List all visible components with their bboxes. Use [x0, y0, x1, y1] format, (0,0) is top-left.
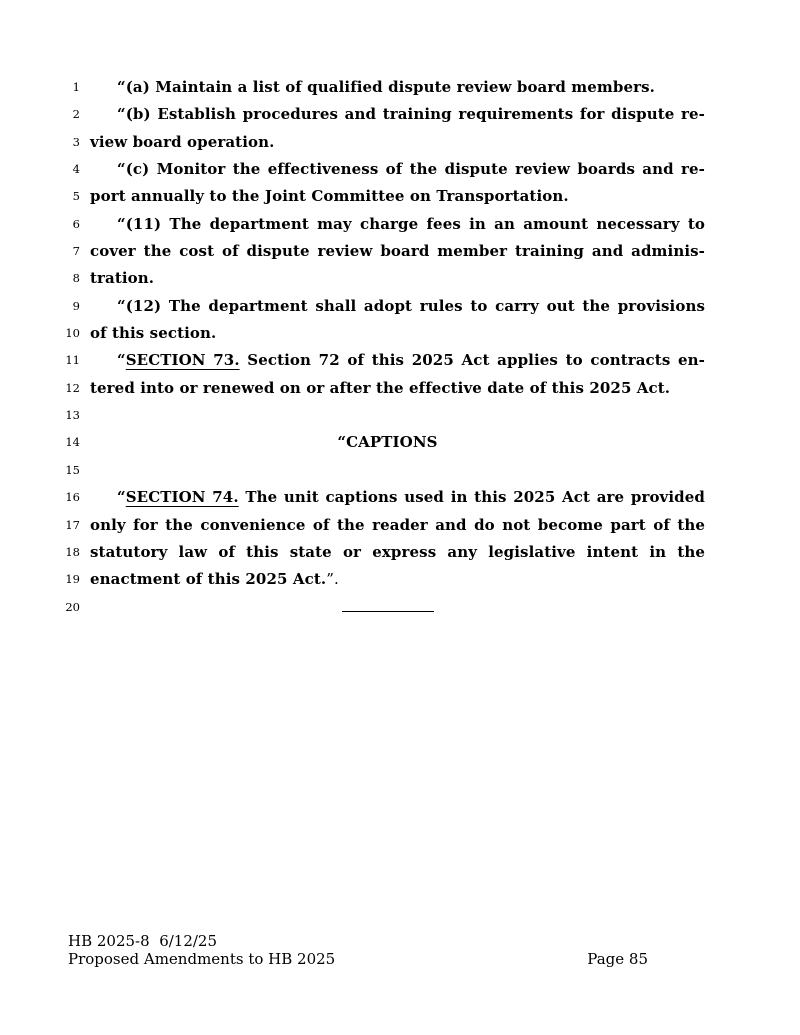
text-line-20 — [0, 594, 800, 621]
line-number: 2 — [72, 107, 80, 122]
text-line-8 — [0, 265, 800, 292]
text-line-13 — [0, 402, 800, 429]
line-text: “(11) The department may charge fees in an amount necessary to — [117, 214, 705, 233]
line-text — [90, 594, 705, 621]
footer-measure-id: HB 2025-8 6/12/25 — [68, 932, 218, 950]
line-number: 1 — [72, 80, 80, 94]
line-text: “(b) Establish procedures and training requirements for dispute re- — [117, 105, 705, 124]
line-number: 17 — [65, 517, 80, 532]
line-number: 4 — [72, 162, 80, 177]
text-line-15 — [0, 457, 800, 484]
line-number: 10 — [65, 326, 80, 341]
text-line-1 — [0, 74, 800, 101]
line-number: 8 — [72, 271, 80, 286]
text-line-12 — [0, 375, 800, 402]
page-footer — [68, 933, 648, 968]
line-text: “(12) The department shall adopt rules to carry out the provisions — [117, 296, 705, 315]
text-line-6 — [0, 211, 800, 238]
line-text: “CAPTIONS — [337, 433, 438, 452]
underlined-section-label: SECTION 73. — [125, 351, 240, 370]
line-number: 13 — [65, 408, 80, 423]
footer-document-title: Proposed Amendments to HB 2025 — [68, 949, 336, 968]
text-line-4 — [0, 156, 800, 183]
line-text: “SECTION 74. The unit captions used in this 2025 Act are provided — [117, 488, 705, 507]
end-of-text-rule — [342, 610, 434, 612]
line-text: enactment of this 2025 Act.”. — [90, 570, 339, 589]
line-text: cover the cost of dispute review board member training and adminis- — [90, 242, 705, 261]
line-number: 9 — [72, 298, 80, 313]
line-text: port annually to the Joint Committee on Transportation. — [90, 187, 569, 206]
line-text: tration. — [90, 269, 155, 288]
line-number: 7 — [72, 244, 80, 259]
line-number: 18 — [65, 544, 80, 559]
text-line-16 — [0, 484, 800, 511]
footer-left-block — [68, 933, 335, 968]
text-line-19 — [0, 566, 800, 593]
line-text: only for the convenience of the reader and do not become part of the — [90, 515, 705, 534]
text-line-7 — [0, 238, 800, 265]
text-line-11 — [0, 347, 800, 374]
line-text: “(a) Maintain a list of qualified dispute review board members. — [117, 78, 655, 96]
line-text: tered into or renewed on or after the effective date of this 2025 Act. — [90, 378, 671, 397]
line-text: of this section. — [90, 324, 217, 343]
text-line-9 — [0, 293, 800, 320]
line-number: 3 — [72, 134, 80, 149]
line-number: 12 — [65, 380, 80, 395]
line-number: 6 — [72, 216, 80, 231]
text-line-2 — [0, 101, 800, 128]
line-number: 16 — [65, 490, 80, 505]
line-number: 14 — [65, 435, 80, 450]
bill-text — [0, 74, 800, 621]
text-line-3 — [0, 129, 800, 156]
footer-page-number: Page 85 — [587, 949, 648, 968]
text-line-18 — [0, 539, 800, 566]
line-number: 11 — [65, 353, 80, 368]
line-text: “(c) Monitor the effectiveness of the dispute review boards and re- — [117, 160, 705, 179]
text-line-5 — [0, 183, 800, 210]
underlined-section-label: SECTION 74. — [125, 488, 239, 507]
text-line-10 — [0, 320, 800, 347]
text-line-17 — [0, 512, 800, 539]
text-line-14 — [0, 429, 800, 456]
line-number: 20 — [65, 599, 80, 614]
line-number: 5 — [72, 189, 80, 204]
line-text: “SECTION 73. Section 72 of this 2025 Act applies to contracts en- — [117, 351, 705, 370]
line-number: 15 — [65, 462, 80, 477]
line-text: statutory law of this state or express any legislative intent in the — [90, 542, 705, 561]
line-text: view board operation. — [90, 132, 275, 151]
line-number: 19 — [65, 572, 80, 587]
